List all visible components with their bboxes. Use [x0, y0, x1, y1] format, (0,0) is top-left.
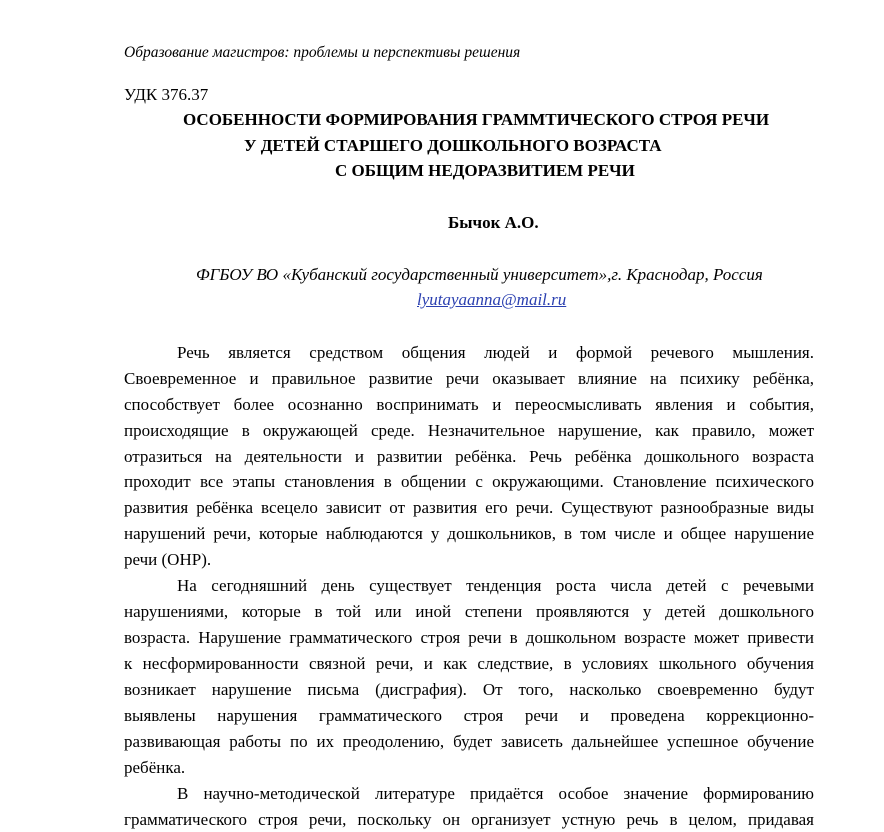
body-text-line: способствует более осознанно воспринимать и переосмысливать явления и события, [124, 395, 814, 414]
body-text-line: развивающая работы по их преодолению, будет зависеть дальнейшее успешное обучение [124, 732, 814, 751]
author-affiliation: ФГБОУ ВО «Кубанский государственный университет»,г. Краснодар, Россия [196, 265, 763, 284]
author-name: Бычок А.О. [448, 213, 539, 232]
body-text-line: развития ребёнка всецело зависит от развития его речи. Существуют разнообразные виды [124, 498, 814, 517]
article-title-line-2: У ДЕТЕЙ СТАРШЕГО ДОШКОЛЬНОГО ВОЗРАСТА [244, 136, 662, 155]
body-text-line: Своевременное и правильное развитие речи оказывает влияние на психику ребёнка, [124, 369, 814, 388]
body-text-line: На сегодняшний день существует тенденция роста числа детей с речевыми [177, 576, 814, 595]
body-text-line: нарушениями, которые в той или иной степени проявляются у детей дошкольного [124, 602, 814, 621]
body-text-line: возраста. Нарушение грамматического строя речи в дошкольном возрасте может привести [124, 628, 814, 647]
author-email-link[interactable]: lyutayaanna@mail.ru [417, 290, 567, 309]
body-text-line: В научно-методической литературе придаётся особое значение формированию [177, 784, 814, 803]
body-text-line: возникает нарушение письма (дисграфия). От того, насколько своевременно будут [124, 680, 814, 699]
journal-header: Образование магистров: проблемы и перспективы решения [124, 44, 521, 61]
body-text-line: речи (ОНР). [124, 550, 212, 569]
body-text-line: к несформированности связной речи, и как следствие, в условиях школьного обучения [124, 654, 814, 673]
article-title-line-3: С ОБЩИМ НЕДОРАЗВИТИЕМ РЕЧИ [335, 161, 635, 180]
body-text-line: отразиться на деятельности и развитии ребёнка. Речь ребёнка дошкольного возраста [124, 447, 814, 466]
udk-code: УДК 376.37 [124, 85, 209, 104]
body-text-line: Речь является средством общения людей и формой речевого мышления. [177, 343, 814, 362]
body-text-line: ребёнка. [124, 758, 186, 777]
body-text-line: грамматического строя речи, поскольку он организует устную речь в целом, придавая [124, 810, 814, 829]
article-title-line-1: ОСОБЕННОСТИ ФОРМИРОВАНИЯ ГРАММТИЧЕСКОГО СТРОЯ РЕЧИ [183, 110, 770, 129]
body-text-line: проходит все этапы становления в общении с окружающими. Становление психического [124, 472, 814, 491]
body-text-line: нарушений речи, которые наблюдаются у дошкольников, в том числе и общее нарушение [124, 524, 814, 543]
body-text-line: выявлены нарушения грамматического строя речи и проведена коррекционно- [124, 706, 814, 725]
body-text-line: происходящие в окружающей среде. Незначительное нарушение, как правило, может [124, 421, 814, 440]
